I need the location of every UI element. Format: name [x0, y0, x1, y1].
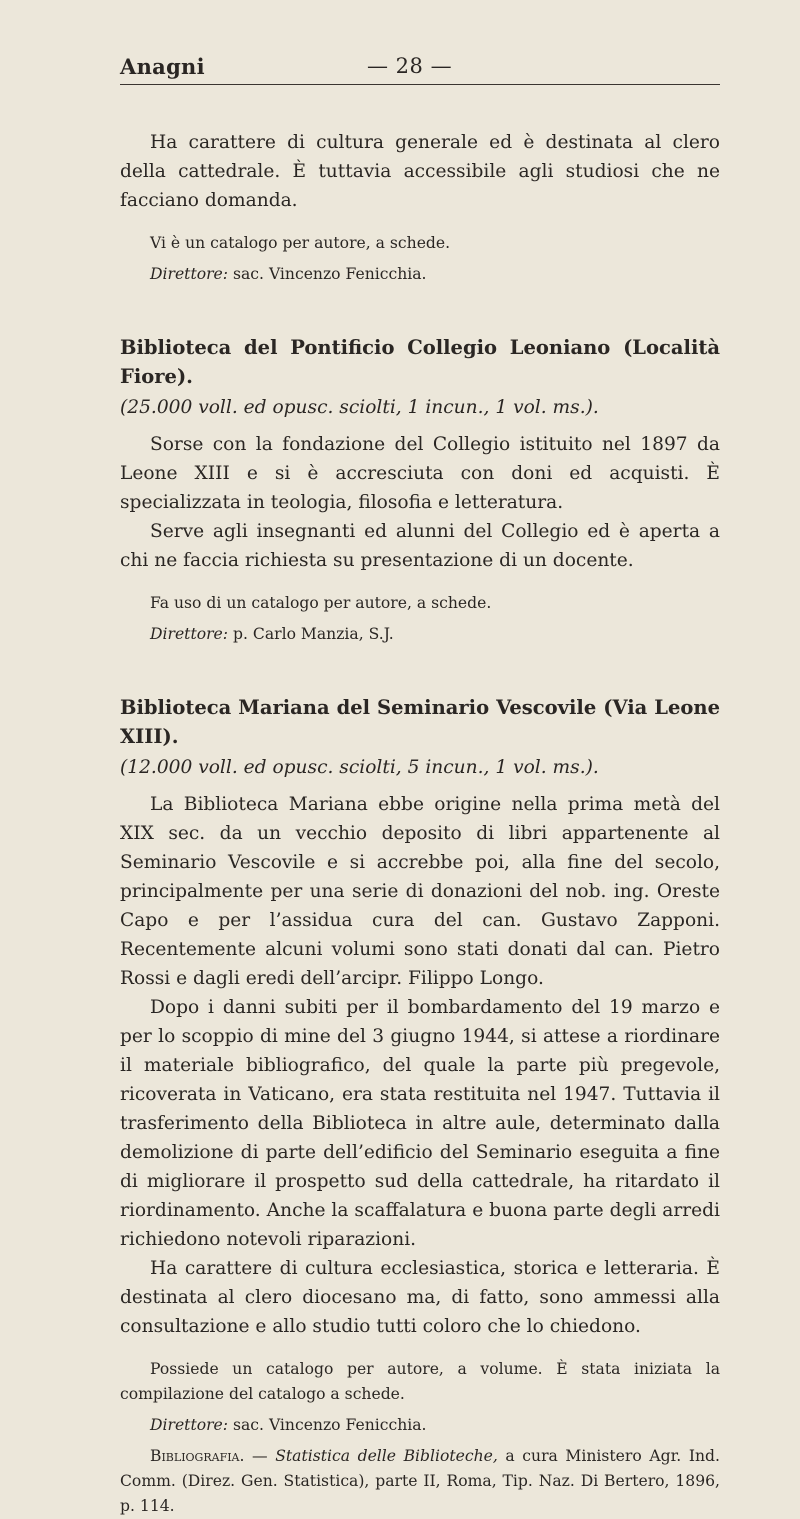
director-name: p. Carlo Manzia, S.J.: [233, 625, 394, 643]
body-paragraph: Ha carattere di cultura generale ed è destinata al clero della cattedrale. È tuttavia accessibile agli studiosi che ne facciano domanda.: [120, 132, 720, 211]
library-name: Biblioteca Mariana del Seminario Vescovile: [120, 696, 597, 719]
director-label: Direttore:: [150, 1416, 229, 1434]
library-title: [120, 693, 720, 751]
director-line: [120, 262, 720, 287]
body-paragraph: Serve agli insegnanti ed alunni del Collegio ed è aperta a chi ne faccia richiesta su presentazione di un docente.: [120, 521, 720, 571]
bibliography: Bibliografia. — Statistica delle Biblioteche, a cura Ministero Agr. Ind. Comm. (Direz. Gen. Statistica), parte II, Roma, Tip. Naz. Di Bertero, 1896, p. 114.: [120, 1447, 720, 1515]
body-paragraph: Dopo i danni subiti per il bombardamento del 19 marzo e per lo scoppio di mine del 3 giugno 1944, si attese a riordinare il materiale bibliografico, del quale la parte più pregevole, ricoverata in Vaticano, era stata restituita nel 1947. Tuttavia il trasferimento della Biblioteca in altre aule, determinato dalla demolizione di parte dell’edificio del Seminario eseguita a fine di migliorare il prospetto sud della cattedrale, ha ritardato il riordinamento. Anche la scaffalatura e buona parte degli arredi richiedono notevoli riparazioni.: [120, 997, 720, 1250]
director-line: [120, 622, 720, 647]
director-label: Direttore:: [150, 265, 229, 283]
running-header: [120, 54, 720, 85]
library-title: [120, 333, 720, 391]
catalog-note: Fa uso di un catalogo per autore, a schede.: [150, 594, 492, 612]
page-body: [120, 128, 720, 1519]
library-holdings: (25.000 voll. ed opusc. sciolti, 1 incun., 1 vol. ms.).: [120, 397, 599, 418]
director-label: Direttore:: [150, 625, 229, 643]
page-number: — 28 —: [367, 54, 453, 78]
catalog-note: Possiede un catalogo per autore, a volume. È stata iniziata la compilazione del catalogo a schede.: [120, 1360, 720, 1403]
bibliography-label: Bibliografia.: [150, 1447, 245, 1465]
library-holdings: (12.000 voll. ed opusc. sciolti, 5 incun., 1 vol. ms.).: [120, 757, 599, 778]
bibliography-title: Statistica delle Biblioteche,: [275, 1447, 498, 1465]
body-paragraph: Sorse con la fondazione del Collegio istituito nel 1897 da Leone XIII e si è accresciuta con doni ed acquisti. È specializzata in teologia, filosofia e letteratura.: [120, 434, 720, 513]
body-paragraph: La Biblioteca Mariana ebbe origine nella prima metà del XIX sec. da un vecchio deposito di libri appartenente al Seminario Vescovile e si accrebbe poi, alla fine del secolo, principalmente per una serie di donazioni del nob. ing. Oreste Capo e per l’assidua cura del can. Gustavo Zapponi. Recentemente alcuni volumi sono stati donati dal can. Pietro Rossi e dagli eredi dell’arcipr. Filippo Longo.: [120, 794, 720, 989]
director-name: sac. Vincenzo Fenicchia.: [233, 1416, 427, 1434]
library-location: (Località Fiore).: [120, 336, 720, 388]
library-location: (Via Leone XIII).: [120, 696, 720, 748]
library-section-mariana: [120, 693, 720, 1519]
bibliography-details: a cura Ministero Agr. Ind. Comm. (Direz. Gen. Statistica), parte II, Roma, Tip. Naz. Di Bertero, 1896, p. 114.: [120, 1447, 720, 1515]
library-section-leoniano: [120, 333, 720, 647]
running-title: Anagni: [120, 54, 205, 79]
intro-section: [120, 128, 720, 287]
director-line: [120, 1413, 720, 1438]
body-paragraph: Ha carattere di cultura ecclesiastica, storica e letteraria. È destinata al clero diocesano ma, di fatto, sono ammessi alla consultazione e allo studio tutti coloro che lo chiedono.: [120, 1258, 720, 1337]
library-name: Biblioteca del Pontificio Collegio Leoniano: [120, 336, 611, 359]
director-name: sac. Vincenzo Fenicchia.: [233, 265, 427, 283]
catalog-note: Vi è un catalogo per autore, a schede.: [150, 234, 451, 252]
